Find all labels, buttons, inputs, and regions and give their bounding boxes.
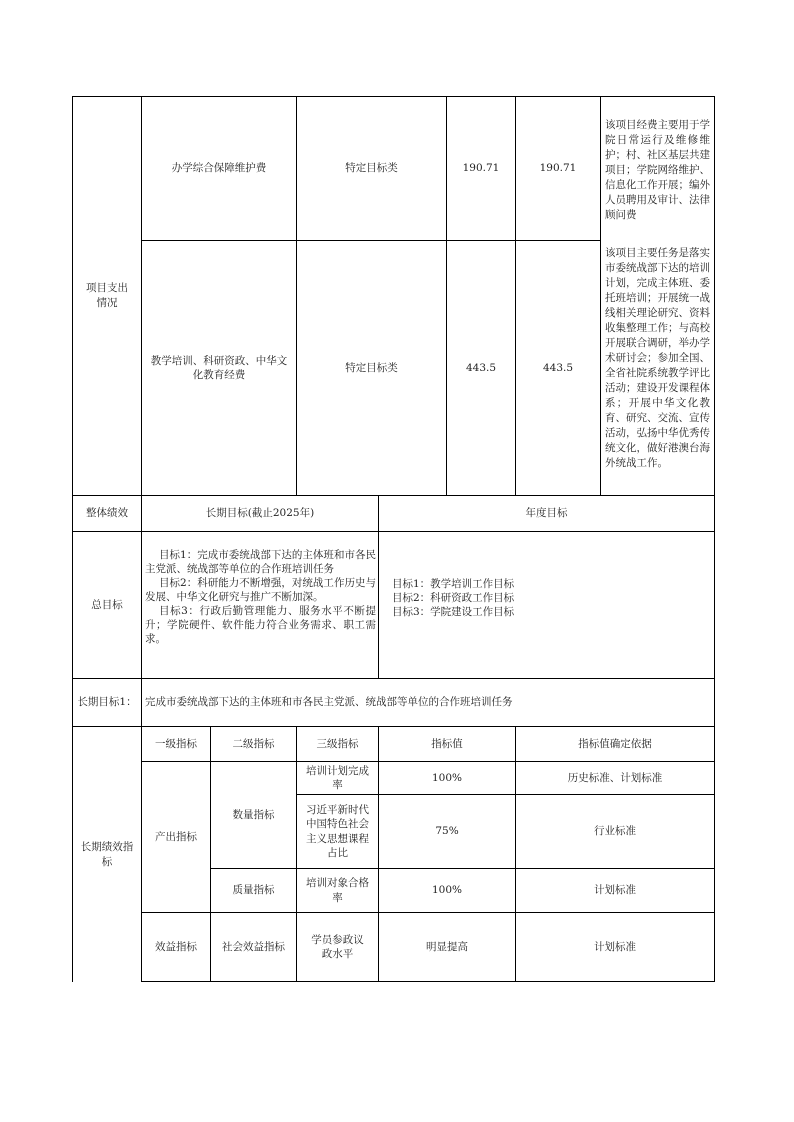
header-basis: 指标值确定依据 — [578, 737, 652, 750]
level2-social: 社会效益指标 — [222, 940, 285, 953]
long-term-goal-text: 目标2：科研能力不断增强，对统战工作历史与发展、中华文化研究与推广不断加深。 — [145, 577, 376, 603]
annual-goals — [379, 532, 714, 678]
item-name: 教学培训、科研资政、中华文化教育经费 — [150, 354, 288, 381]
project-expense-label: 项目支出情况 — [86, 282, 128, 309]
long-term-goal1-label: 长期目标1： — [77, 696, 137, 709]
indicator-value: 75% — [435, 825, 459, 838]
item-amount: 190.71 — [539, 161, 577, 174]
item-type: 特定目标类 — [345, 361, 398, 374]
rule — [141, 981, 715, 982]
header-level3: 三级指标 — [316, 737, 359, 750]
level1-output: 产出指标 — [155, 830, 197, 843]
indicator-value: 100% — [431, 884, 463, 897]
item-amount: 190.71 — [462, 161, 500, 174]
item-type: 特定目标类 — [345, 161, 398, 174]
item-description: 该项目经费主要用于学院日常运行及维修维护；村、社区基层共建项目；学院网络维护、信息化工作开展；编外人员聘用及审计、法律顾问费 — [605, 119, 710, 221]
overall-label: 整体绩效 — [86, 507, 128, 520]
long-term-header: 长期目标(截止2025年) — [205, 507, 315, 520]
indicator-basis: 历史标准、计划标准 — [567, 771, 663, 784]
long-term-goal1-text: 完成市委统战部下达的主体班和市各民主党派、统战部等单位的合作班培训任务 — [145, 696, 513, 709]
rule — [714, 96, 715, 982]
item-name: 办学综合保障维护费 — [171, 161, 267, 174]
item-amount: 443.5 — [465, 361, 497, 374]
annual-goal-text: 目标1：教学培训工作目标 — [392, 578, 515, 590]
long-term-goals — [142, 532, 378, 678]
indicator-basis: 计划标准 — [594, 884, 636, 897]
indicator-value: 100% — [431, 771, 463, 784]
annual-goal-text: 目标2：科研资政工作目标 — [392, 592, 515, 604]
header-level1: 一级指标 — [155, 737, 197, 750]
header-level2: 二级指标 — [232, 737, 275, 750]
total-goal-label: 总目标 — [91, 598, 123, 611]
level3-indicator: 习近平新时代中国特色社会主义思想课程占比 — [306, 803, 369, 859]
level1-benefit: 效益指标 — [155, 940, 197, 953]
level2-quantity: 数量指标 — [232, 808, 275, 821]
indicator-value: 明显提高 — [426, 940, 468, 953]
level3-indicator: 学员参政议政水平 — [311, 933, 364, 960]
indicator-basis: 计划标准 — [594, 940, 636, 953]
item-amount: 443.5 — [542, 361, 574, 374]
level3-indicator: 培训对象合格率 — [306, 877, 369, 904]
header-value: 指标值 — [431, 737, 463, 750]
annual-goal-text: 目标3：学院建设工作目标 — [392, 606, 515, 618]
indicator-basis: 行业标准 — [594, 825, 636, 838]
indicators-label: 长期绩效指标 — [80, 841, 134, 868]
long-term-goal-text: 目标1：完成市委统战部下达的主体班和市各民主党派、统战部等单位的合作班培训任务 — [145, 549, 376, 575]
long-term-goal-text: 目标3：行政后勤管理能力、服务水平不断提升；学院硬件、软件能力符合业务需求、职工需求。 — [145, 605, 376, 645]
level3-indicator: 培训计划完成率 — [306, 764, 369, 791]
annual-header: 年度目标 — [525, 507, 568, 520]
level2-quality: 质量指标 — [232, 884, 275, 897]
item-description: 该项目主要任务是落实市委统战部下达的培训计划，完成主体班、委托班培训；开展统一战线相关理论研究、资料收集整理工作；与高校开展联合调研，举办学术研讨会；参加全国、全省社院系统教学评比活动；建设开发课程体系；开展中华文化教育、研究、交流、宣传活动，弘扬中华优秀传统文化，做好港澳台海外统战工作。 — [605, 247, 710, 469]
